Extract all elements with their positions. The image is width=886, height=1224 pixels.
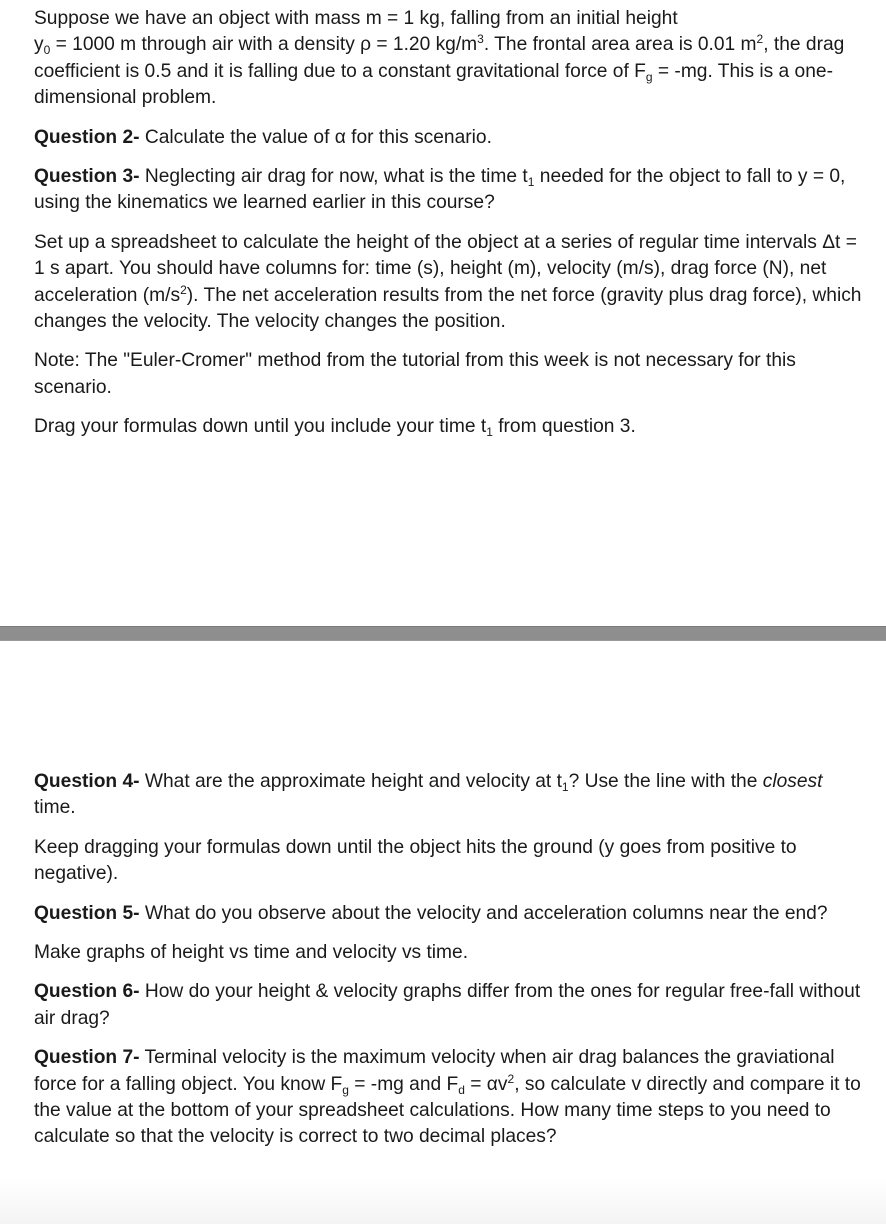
intro-paragraph: Suppose we have an object with mass m = 1 kg, falling from an initial height $y_0 = 1000$ m through air with a density ρ = 1.20 $kg/m^3$. The frontal area area is 0.01 $m^2$, the drag coefficient is 0.5 and it is falling due to a constant gravitational force of $F_g = -mg$. This is a one-dimensional problem. [34,8,845,109]
question-3: Question 3- Neglecting air drag for now, what is the time $t_1$ needed for the object to fall to y = 0, using the kinematics we learned earlier in this course? [34,166,846,214]
page-content [34,769,864,1164]
drag-formulas-paragraph: Drag your formulas down until you include your time $t_1$ from question 3. [34,416,636,440]
question-4-label: Question 4- [34,771,140,792]
question-6: Question 6- How do your height & velocity graphs differ from the ones for regular free-fall without air drag? [34,981,861,1029]
page-content [34,6,864,454]
question-3-label: Question 3- [34,166,140,188]
note-paragraph: Note: The "Euler-Cromer" method from the tutorial from this week is not necessary for this scenario. [34,350,796,398]
keep-dragging-paragraph: Keep dragging your formulas down until the object hits the ground (y goes from positive to negative). [34,836,797,885]
question-4: Question 4- What are the approximate height and velocity at $t_1$? Use the line with the closest time. [34,771,823,819]
page-break-divider [0,626,886,641]
question-5-label: Question 5- [34,902,140,924]
document-page-bottom [0,641,886,1224]
question-6-label: Question 6- [34,981,140,1003]
make-graphs-paragraph: Make graphs of height vs time and velocity vs time. [34,942,469,964]
question-2-label: Question 2- [34,126,140,148]
question-7-label: Question 7- [34,1047,140,1069]
question-7: Question 7- Terminal velocity is the maximum velocity when air drag balances the graviational force for a falling object. You know $F_g = -mg$ and $F_d = \alpha v^2$, so calculate v directly and compare it to the value at the bottom of your spreadsheet calculations. How many time steps to you need to calculate so that the velocity is correct to two decimal places? [34,1047,861,1148]
spreadsheet-setup-paragraph: Set up a spreadsheet to calculate the height of the object at a series of regular time intervals Δt = 1 s apart. You should have columns for: time (s), height (m), velocity (m/s), drag force (N), net acceleration $(m/s^2)$. The net acceleration results from the net force (gravity plus drag force), which changes the velocity. The velocity changes the position. [34,231,862,333]
question-2: Question 2- Calculate the value of α for this scenario. [34,126,492,148]
question-5: Question 5- What do you observe about the velocity and acceleration columns near the end? [34,902,828,924]
